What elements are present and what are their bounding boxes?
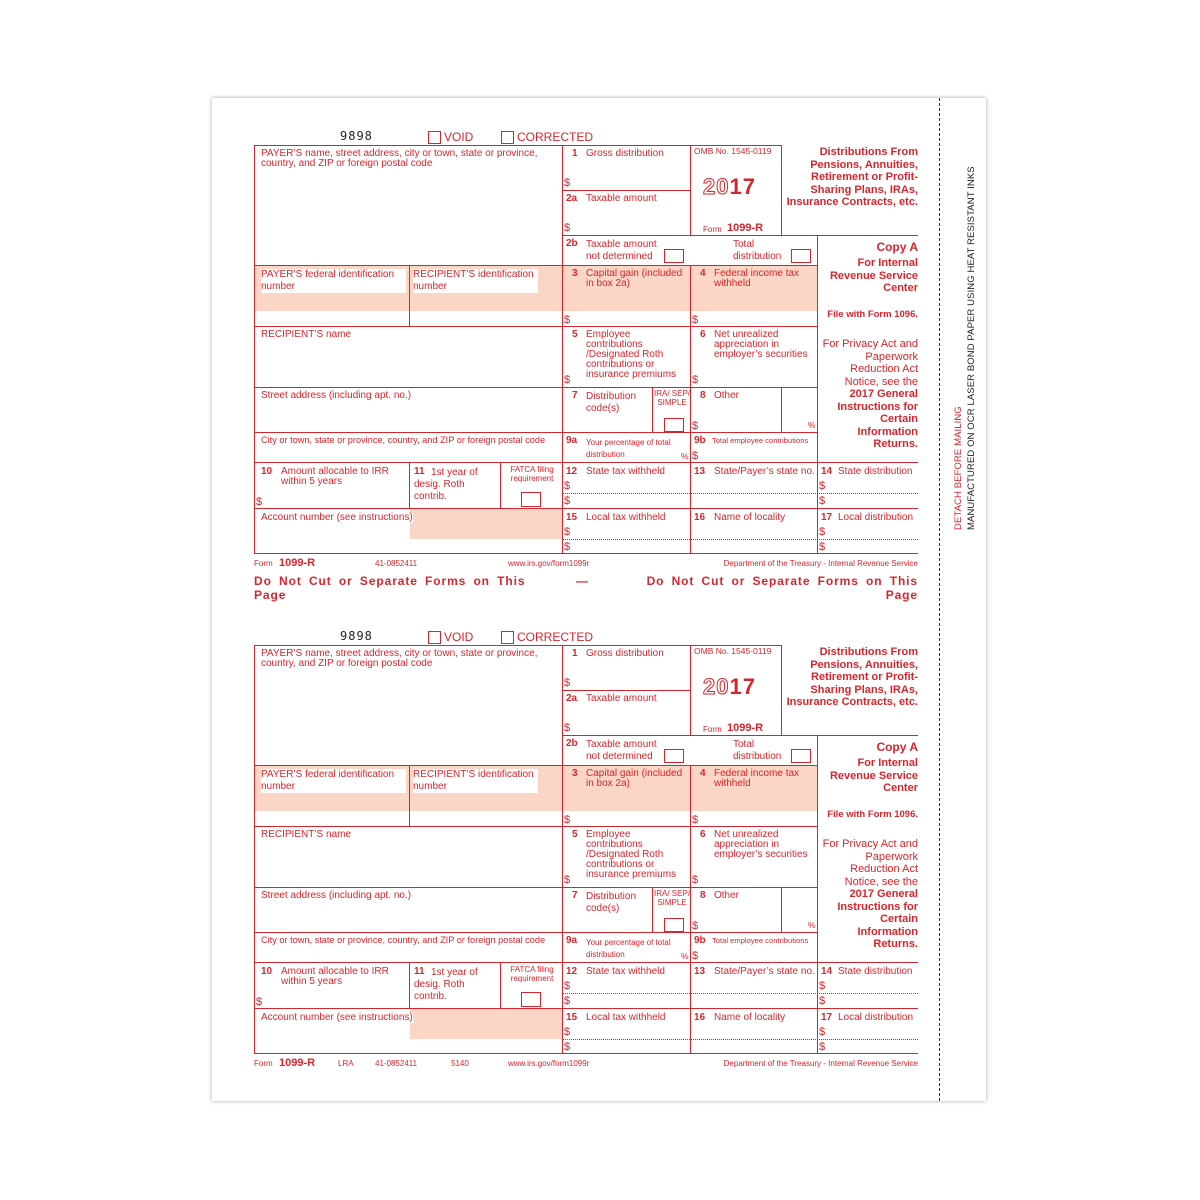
box11-number: 11 (414, 466, 425, 477)
box17-label: Local distribution (838, 1012, 914, 1023)
box14-dollar-2: $ (819, 495, 826, 507)
grid-line (781, 387, 782, 432)
box2b-checkbox[interactable] (664, 749, 684, 763)
footer-cat-number: 41-0852411 (375, 559, 418, 568)
box16-number: 16 (694, 1012, 706, 1023)
general-instructions-notice: 2017 General Instructions for Certain Information Returns. (837, 888, 918, 951)
box7-label: Distribution code(s) (586, 891, 637, 914)
box9b-label: Total employee contributions (712, 436, 809, 445)
box2b-checkbox[interactable] (664, 249, 684, 263)
box7-number: 7 (572, 890, 578, 901)
box12-dollar-2: $ (564, 995, 571, 1007)
grid-line (254, 326, 818, 327)
payer-fid-label: PAYER’S federal identification number (261, 769, 406, 793)
box12-dollar-1: $ (564, 480, 571, 492)
box1-field[interactable] (575, 162, 687, 188)
box2b-number: 2b (566, 738, 578, 749)
box14-dollar-1: $ (819, 980, 826, 992)
box12-label: State tax withheld (586, 966, 665, 977)
privacy-notice: For Privacy Act and Paperwork Reduction Act Notice, see the (822, 838, 918, 888)
ira-sep-simple-label: IRA/ SEP/ SIMPLE (654, 889, 691, 907)
separator-left: Do Not Cut or Separate Forms on This Page (254, 574, 526, 602)
box17-dollar-2: $ (819, 541, 826, 553)
grid-line (254, 645, 255, 1053)
box3-dollar: $ (564, 314, 571, 326)
recipient-id-label: RECIPIENT’S identification number (413, 269, 538, 293)
grid-line (254, 432, 818, 433)
grid-line (562, 690, 690, 691)
distribution-code-field[interactable] (586, 912, 648, 930)
grid-line (254, 265, 818, 266)
footer-cat-number: 41-0852411 (375, 1059, 418, 1068)
box8-dollar: $ (692, 920, 699, 932)
copy-a-label: Copy A (876, 240, 918, 254)
recipient-name-field[interactable] (256, 844, 560, 884)
box5-dollar: $ (564, 374, 571, 386)
box9a-percent: % (681, 451, 689, 461)
box15-label: Local tax withheld (586, 512, 666, 523)
grid-line (781, 145, 782, 235)
box12-label: State tax withheld (586, 466, 665, 477)
grid-line (500, 962, 501, 1008)
recipient-id-label: RECIPIENT’S identification number (413, 769, 538, 793)
grid-line (409, 265, 410, 326)
box10-label: Amount allocable to IRR within 5 years (281, 466, 389, 487)
footer-lra: LRA (338, 1059, 354, 1068)
box15-number: 15 (566, 1012, 578, 1023)
city-label: City or town, state or province, country, and ZIP or foreign postal code (261, 935, 546, 945)
box3-label: Capital gain (included in box 2a) (586, 768, 683, 789)
box17-dollar-1: $ (819, 526, 826, 538)
footer-number: 5140 (451, 1059, 469, 1068)
box4-field[interactable] (703, 792, 815, 824)
grid-line (690, 645, 691, 735)
grid-line (254, 826, 818, 827)
grid-line (562, 145, 563, 553)
box14-label: State distribution (838, 966, 913, 977)
box2a-field[interactable] (575, 207, 687, 233)
file-with-label: File with Form 1096. (827, 309, 918, 320)
box10-number: 10 (261, 466, 273, 477)
city-label: City or town, state or province, country, and ZIP or foreign postal code (261, 435, 546, 445)
box15-dollar-2: $ (564, 1041, 571, 1053)
footer-form-id: 1099-R (279, 557, 316, 569)
box7-label: Distribution code(s) (586, 391, 637, 414)
form-word: Form (703, 725, 722, 734)
grid-line (781, 887, 782, 932)
box13-label: State/Payer’s state no. (714, 966, 815, 977)
box8-label: Other (714, 890, 740, 901)
box4-dollar: $ (692, 314, 699, 326)
box12-dollar-1: $ (564, 980, 571, 992)
box4-number: 4 (700, 268, 706, 279)
box1-label: Gross distribution (586, 148, 664, 159)
city-field[interactable] (256, 447, 560, 460)
general-instructions-notice: 2017 General Instructions for Certain Information Returns. (837, 388, 918, 451)
box8-label: Other (714, 390, 740, 401)
box8-percent: % (808, 420, 816, 430)
grid-line (254, 462, 918, 463)
box3-dollar: $ (564, 814, 571, 826)
distribution-code-field[interactable] (586, 412, 648, 430)
grid-line (254, 1008, 918, 1009)
tax-year-prefix: 20 (703, 174, 730, 199)
box9b-dollar: $ (692, 450, 699, 462)
box1-label: Gross distribution (586, 648, 664, 659)
total-distribution-checkbox[interactable] (791, 749, 811, 763)
tax-year-suffix: 17 (729, 174, 756, 199)
box2b-number: 2b (566, 238, 578, 249)
corrected-label: CORRECTED (517, 630, 594, 644)
box6-number: 6 (700, 329, 706, 340)
payer-fid-field[interactable] (256, 294, 406, 324)
account-number-field[interactable] (256, 1026, 560, 1051)
box9b-dollar: $ (692, 950, 699, 962)
recipient-name-label: RECIPIENT’S name (261, 829, 352, 840)
form-code: 9898 (340, 629, 373, 643)
box13-number: 13 (694, 466, 706, 477)
omb-number: OMB No. 1545-0119 (694, 146, 772, 156)
file-with-label: File with Form 1096. (827, 809, 918, 820)
box9b-number: 9b (694, 435, 706, 446)
recipient-id-field[interactable] (412, 794, 560, 824)
void-checkbox[interactable] (428, 131, 441, 144)
box2b-label: Taxable amount not determined (586, 739, 657, 762)
box3-number: 3 (572, 768, 578, 779)
box17-number: 17 (821, 1012, 833, 1023)
box10-label: Amount allocable to IRR within 5 years (281, 966, 389, 987)
footer-form-word: Form (254, 559, 273, 568)
ira-sep-simple-checkbox[interactable] (664, 918, 684, 932)
box6-dollar: $ (692, 374, 699, 386)
box3-label: Capital gain (included in box 2a) (586, 268, 683, 289)
box11-label: 1st year of desig. Roth contrib. (414, 967, 478, 1002)
form-title: Distributions From Pensions, Annuities, Retirement or Profit-Sharing Plans, IRAs, Insurance Contracts, etc. (786, 146, 918, 209)
box13-label: State/Payer’s state no. (714, 466, 815, 477)
form-title: Distributions From Pensions, Annuities, Retirement or Profit-Sharing Plans, IRAs, Insurance Contracts, etc. (786, 646, 918, 709)
grid-line (254, 387, 818, 388)
grid-line (817, 735, 818, 963)
box15-dollar-1: $ (564, 1026, 571, 1038)
fatca-checkbox[interactable] (521, 992, 541, 1007)
grid-line (562, 235, 918, 236)
for-irs-label: For Internal Revenue Service Center (829, 757, 918, 795)
box4-number: 4 (700, 768, 706, 779)
box10-dollar: $ (256, 496, 263, 508)
box2a-label: Taxable amount (586, 193, 657, 204)
box10-number: 10 (261, 966, 273, 977)
ira-sep-simple-label: IRA/ SEP/ SIMPLE (654, 389, 691, 407)
separator-right: Do Not Cut or Separate Forms on This Page (646, 574, 918, 602)
box9b-label: Total employee contributions (712, 936, 809, 945)
grid-line (652, 887, 653, 932)
street-address-label: Street address (including apt. no.) (261, 890, 412, 901)
box9a-number: 9a (566, 435, 578, 446)
box16-label: Name of locality (714, 1012, 786, 1023)
box15-number: 15 (566, 512, 578, 523)
box6-label: Net unrealized appreciation in employer’s securities (714, 829, 808, 860)
box2a-dollar: $ (564, 722, 571, 734)
grid-line (254, 932, 818, 933)
form-code: 9898 (340, 129, 373, 143)
box6-number: 6 (700, 829, 706, 840)
recipient-name-field[interactable] (256, 344, 560, 384)
box1-dollar: $ (564, 677, 571, 689)
box14-label: State distribution (838, 466, 913, 477)
account-number-label: Account number (see instructions) (261, 1012, 413, 1023)
box12-dollar-2: $ (564, 495, 571, 507)
grid-line (652, 387, 653, 432)
box8-number: 8 (700, 890, 706, 901)
box2a-label: Taxable amount (586, 693, 657, 704)
separator-dash: — (576, 574, 588, 588)
for-irs-label: For Internal Revenue Service Center (829, 257, 918, 295)
footer-department: Department of the Treasury - Internal Revenue Service (723, 1059, 918, 1068)
box13-number: 13 (694, 966, 706, 977)
box5-number: 5 (572, 329, 578, 340)
void-checkbox[interactable] (428, 631, 441, 644)
payer-name-label: PAYER’S name, street address, city or town, state or province, country, and ZIP or foreign postal code (261, 648, 538, 669)
tax-year-suffix: 17 (729, 674, 756, 699)
grid-line (254, 145, 255, 553)
box6-dollar: $ (692, 874, 699, 886)
grid-line (254, 1053, 918, 1054)
city-field[interactable] (256, 947, 560, 960)
box10-dollar: $ (256, 996, 263, 1008)
box4-label: Federal income tax withheld (714, 768, 800, 789)
grid-line (690, 145, 691, 235)
box9a-percent: % (681, 951, 689, 961)
box14-dollar-2: $ (819, 995, 826, 1007)
box15-dollar-2: $ (564, 541, 571, 553)
box9b-number: 9b (694, 935, 706, 946)
box17-dollar-2: $ (819, 1041, 826, 1053)
box15-label: Local tax withheld (586, 1012, 666, 1023)
void-label: VOID (444, 630, 474, 644)
box5-dollar: $ (564, 874, 571, 886)
grid-line (409, 765, 410, 826)
fatca-label: FATCA filing requirement (510, 965, 554, 983)
omb-number: OMB No. 1545-0119 (694, 646, 772, 656)
footer-url[interactable]: www.irs.gov/form1099r (508, 1059, 590, 1068)
grid-line (690, 765, 691, 1053)
box2a-field[interactable] (575, 707, 687, 733)
total-distribution-label: Total distribution (733, 239, 782, 262)
box1-number: 1 (572, 148, 578, 159)
box2a-number: 2a (566, 193, 578, 204)
box9a-number: 9a (566, 935, 578, 946)
box2a-dollar: $ (564, 222, 571, 234)
total-distribution-label: Total distribution (733, 739, 782, 762)
box6-label: Net unrealized appreciation in employer’s securities (714, 329, 808, 360)
box8-percent: % (808, 920, 816, 930)
box14-number: 14 (821, 966, 833, 977)
box16-label: Name of locality (714, 512, 786, 523)
grid-line (562, 735, 918, 736)
separator-notice (254, 574, 918, 602)
ira-sep-simple-checkbox[interactable] (664, 418, 684, 432)
box16-number: 16 (694, 512, 706, 523)
tax-year-prefix: 20 (703, 674, 730, 699)
tax-year (703, 674, 756, 700)
box15-dollar-1: $ (564, 526, 571, 538)
payer-name-field[interactable] (256, 670, 560, 762)
recipient-name-label: RECIPIENT’S name (261, 329, 352, 340)
box17-number: 17 (821, 512, 833, 523)
grid-line (781, 645, 782, 735)
box12-number: 12 (566, 466, 578, 477)
box9a-label: Your percentage of total distribution (586, 438, 671, 459)
payer-name-label: PAYER’S name, street address, city or town, state or province, country, and ZIP or foreign postal code (261, 148, 538, 169)
tax-year (703, 174, 756, 200)
box3-number: 3 (572, 268, 578, 279)
box12-number: 12 (566, 966, 578, 977)
detach-notice: DETACH BEFORE MAILING (953, 406, 964, 530)
grid-line (562, 190, 690, 191)
box4-label: Federal income tax withheld (714, 268, 800, 289)
footer-url[interactable]: www.irs.gov/form1099r (508, 559, 590, 568)
copy-a-label: Copy A (876, 740, 918, 754)
street-address-field[interactable] (256, 905, 560, 930)
fatca-label: FATCA filing requirement (510, 465, 554, 483)
box17-label: Local distribution (838, 512, 914, 523)
grid-line (254, 765, 818, 766)
box9a-label: Your percentage of total distribution (586, 938, 671, 959)
manufacturing-notice: MANUFACTURED ON OCR LASER BOND PAPER USING HEAT RESISTANT INKS (966, 166, 977, 530)
footer-form-word: Form (254, 1059, 273, 1068)
payer-fid-label: PAYER’S federal identification number (261, 269, 406, 293)
grid-line (409, 962, 410, 1008)
total-distribution-checkbox[interactable] (791, 249, 811, 263)
form-word: Form (703, 225, 722, 234)
box7-number: 7 (572, 390, 578, 401)
footer-form-id: 1099-R (279, 1057, 316, 1069)
box14-number: 14 (821, 466, 833, 477)
box2a-number: 2a (566, 693, 578, 704)
box11-label: 1st year of desig. Roth contrib. (414, 467, 478, 502)
box3-field[interactable] (575, 292, 687, 324)
street-address-label: Street address (including apt. no.) (261, 390, 412, 401)
privacy-notice: For Privacy Act and Paperwork Reduction Act Notice, see the (822, 338, 918, 388)
box2b-label: Taxable amount not determined (586, 239, 657, 262)
grid-line (254, 962, 918, 963)
grid-line (254, 887, 818, 888)
corrected-checkbox[interactable] (501, 631, 514, 644)
box5-label: Employee contributions /Designated Roth contributions or insurance premiums (586, 329, 677, 380)
box1-number: 1 (572, 648, 578, 659)
grid-line (562, 645, 563, 1053)
box4-dollar: $ (692, 814, 699, 826)
void-label: VOID (444, 130, 474, 144)
recipient-id-field[interactable] (412, 294, 560, 324)
box5-label: Employee contributions /Designated Roth contributions or insurance premiums (586, 829, 677, 880)
box17-dollar-1: $ (819, 1026, 826, 1038)
payer-fid-field[interactable] (256, 794, 406, 824)
box8-number: 8 (700, 390, 706, 401)
form-id: 1099-R (727, 222, 764, 234)
form-id: 1099-R (727, 722, 764, 734)
box5-number: 5 (572, 829, 578, 840)
box14-dollar-1: $ (819, 480, 826, 492)
corrected-checkbox[interactable] (501, 131, 514, 144)
box3-field[interactable] (575, 792, 687, 824)
box1-field[interactable] (575, 662, 687, 688)
footer-department: Department of the Treasury - Internal Revenue Service (723, 559, 918, 568)
account-number-label: Account number (see instructions) (261, 512, 413, 523)
corrected-label: CORRECTED (517, 130, 594, 144)
box11-number: 11 (414, 966, 425, 977)
grid-line (817, 235, 818, 463)
box1-dollar: $ (564, 177, 571, 189)
street-address-field[interactable] (256, 405, 560, 430)
box4-field[interactable] (703, 292, 815, 324)
box8-dollar: $ (692, 420, 699, 432)
payer-name-field[interactable] (256, 170, 560, 262)
